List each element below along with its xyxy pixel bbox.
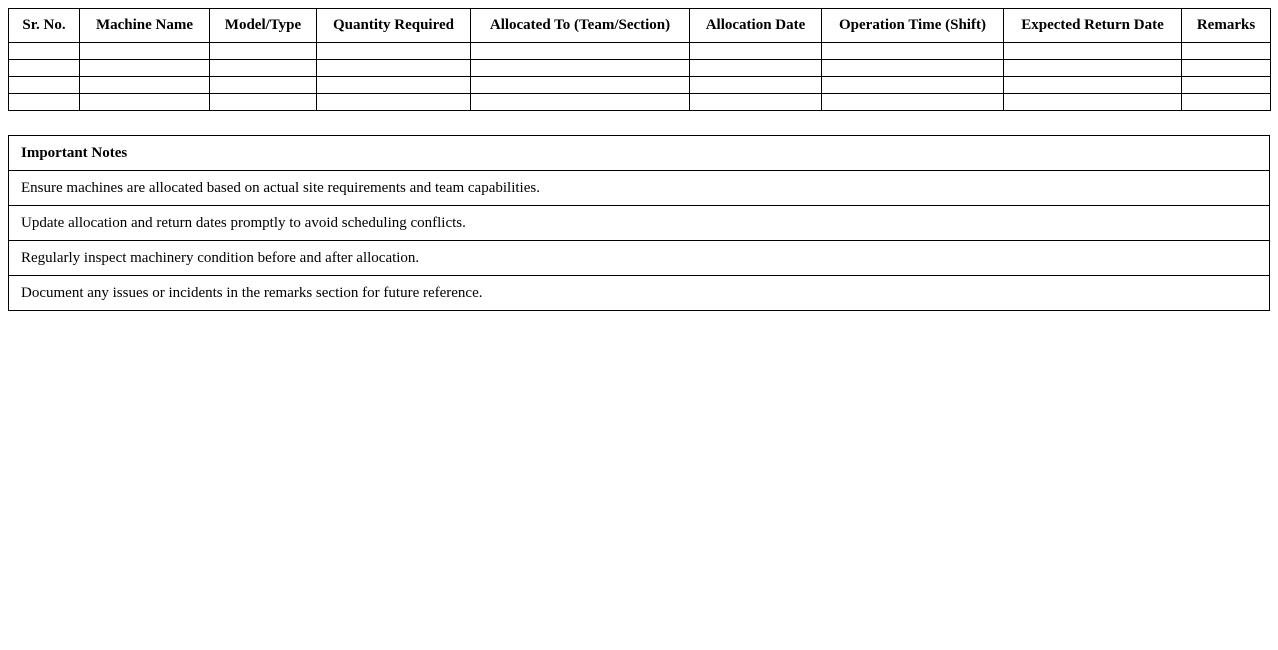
table-cell (317, 94, 471, 111)
table-cell (80, 60, 210, 77)
table-row (9, 94, 1271, 111)
table-cell (822, 77, 1004, 94)
column-header-quantity-required: Quantity Required (317, 9, 471, 43)
table-cell (9, 77, 80, 94)
table-cell (210, 43, 317, 60)
table-cell (9, 43, 80, 60)
table-cell (210, 77, 317, 94)
list-item (9, 206, 1270, 241)
list-item (9, 171, 1270, 206)
column-header-machine-name: Machine Name (80, 9, 210, 43)
notes-title: Important Notes (9, 136, 1270, 171)
column-header-model-type: Model/Type (210, 9, 317, 43)
table-cell (210, 94, 317, 111)
table-cell (80, 43, 210, 60)
column-header-sr-no: Sr. No. (9, 9, 80, 43)
table-cell (822, 94, 1004, 111)
table-cell (317, 43, 471, 60)
table-cell (822, 60, 1004, 77)
column-header-expected-return-date: Expected Return Date (1004, 9, 1182, 43)
table-cell (1004, 77, 1182, 94)
important-notes-table (8, 135, 1270, 311)
table-cell (822, 43, 1004, 60)
table-cell (317, 60, 471, 77)
machine-allocation-table (8, 8, 1271, 111)
column-header-operation-time: Operation Time (Shift) (822, 9, 1004, 43)
table-cell (1004, 60, 1182, 77)
table-cell (690, 43, 822, 60)
table-cell (471, 77, 690, 94)
column-header-remarks: Remarks (1182, 9, 1271, 43)
table-cell (471, 94, 690, 111)
note-text: Regularly inspect machinery condition before and after allocation. (9, 241, 1270, 276)
table-row (9, 43, 1271, 60)
table-cell (9, 60, 80, 77)
document (8, 8, 1270, 311)
table-cell (1004, 94, 1182, 111)
table-cell (690, 77, 822, 94)
note-text: Update allocation and return dates promptly to avoid scheduling conflicts. (9, 206, 1270, 241)
table-cell (80, 94, 210, 111)
table-cell (9, 94, 80, 111)
table-row (9, 60, 1271, 77)
list-item (9, 241, 1270, 276)
table-cell (471, 43, 690, 60)
column-header-allocated-to: Allocated To (Team/Section) (471, 9, 690, 43)
note-text: Ensure machines are allocated based on actual site requirements and team capabilities. (9, 171, 1270, 206)
list-item (9, 276, 1270, 311)
table-cell (1182, 60, 1271, 77)
column-header-allocation-date: Allocation Date (690, 9, 822, 43)
table-row (9, 77, 1271, 94)
notes-header-row (9, 136, 1270, 171)
table-header-row (9, 9, 1271, 43)
table-cell (1004, 43, 1182, 60)
table-cell (690, 94, 822, 111)
table-cell (80, 77, 210, 94)
table-cell (1182, 94, 1271, 111)
table-cell (1182, 43, 1271, 60)
table-cell (690, 60, 822, 77)
table-cell (471, 60, 690, 77)
table-cell (317, 77, 471, 94)
table-cell (210, 60, 317, 77)
table-cell (1182, 77, 1271, 94)
note-text: Document any issues or incidents in the remarks section for future reference. (9, 276, 1270, 311)
